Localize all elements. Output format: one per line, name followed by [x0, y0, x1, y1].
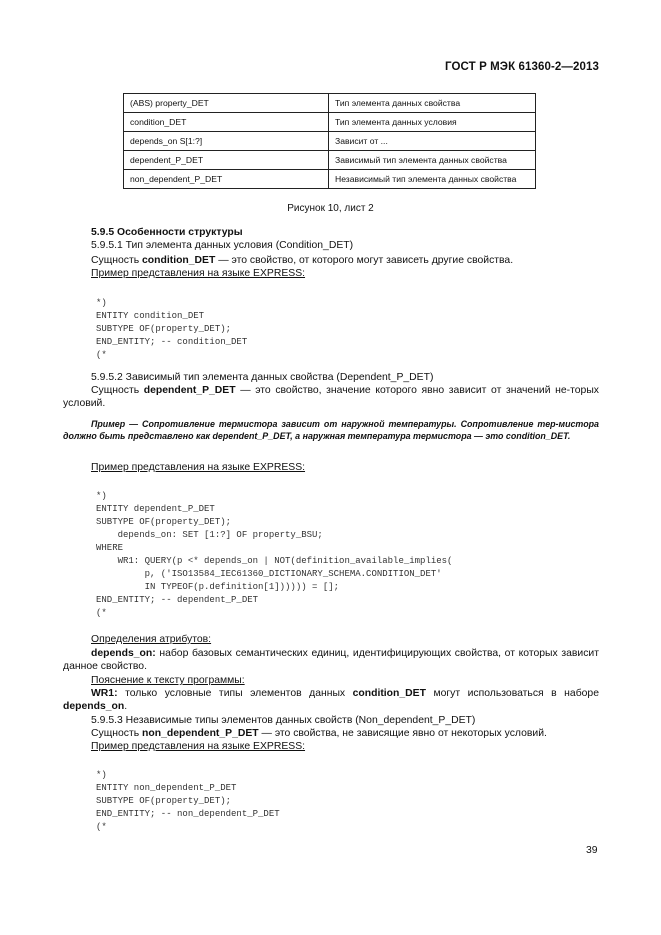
paragraph: [91, 727, 547, 740]
subsection-heading: 5.9.5.2 Зависимый тип элемента данных свойства (Dependent_P_DET): [91, 372, 434, 383]
subsection-heading: 5.9.5.1 Тип элемента данных условия (Condition_DET): [91, 240, 354, 251]
text: — это свойство, от которого могут зависеть другие свойства.: [215, 255, 514, 266]
text: набор базовых семантических единиц, идентифицирующих свойства, от которых зависит данное свойство.: [63, 648, 599, 672]
text: .: [124, 701, 128, 712]
example-label: Пример представления на языке EXPRESS:: [91, 462, 306, 473]
figure-caption: Рисунок 10, лист 2: [287, 203, 374, 214]
table-row: [124, 113, 536, 132]
text: Сущность: [91, 728, 143, 739]
explanation-label: Пояснение к тексту программы:: [91, 675, 245, 686]
text: только условные типы элементов данных: [117, 688, 353, 699]
entity-name: condition_DET: [352, 688, 426, 699]
table-cell: condition_DET: [124, 113, 329, 132]
table-cell: dependent_P_DET: [124, 151, 329, 170]
example-label: Пример представления на языке EXPRESS:: [91, 741, 306, 752]
table-cell: Тип элемента данных свойства: [329, 94, 536, 113]
text: Сущность: [91, 385, 144, 396]
attributes-label: Определения атрибутов:: [91, 634, 212, 645]
table-row: [124, 132, 536, 151]
paragraph: [91, 254, 513, 267]
attribute-name: depends_on:: [91, 648, 156, 659]
rule-name: WR1:: [91, 688, 118, 699]
entity-name: condition_DET: [142, 255, 216, 266]
entity-name: dependent_P_DET: [143, 385, 236, 396]
page-number: 39: [586, 845, 598, 856]
text: — это свойства, не зависящие явно от некоторых условий.: [258, 728, 547, 739]
attribute-name: depends_on: [63, 701, 125, 712]
table-cell: non_dependent_P_DET: [124, 170, 329, 189]
figure-table: [123, 93, 536, 189]
example-note: Пример — Сопротивление термистора зависит от наружной температуры. Сопротивление тер-мистора должно быть представлено как dependent_P_DET, а наружная температура термистора — это condition_DET.: [63, 419, 599, 441]
table-cell: Тип элемента данных условия: [329, 113, 536, 132]
section-heading: 5.9.5 Особенности структуры: [91, 227, 243, 238]
table-cell: Независимый тип элемента данных свойства: [329, 170, 536, 189]
table-cell: (ABS) property_DET: [124, 94, 329, 113]
subsection-heading: 5.9.5.3 Независимые типы элементов данных свойств (Non_dependent_P_DET): [91, 715, 476, 726]
code-block: *) ENTITY dependent_P_DET SUBTYPE OF(property_DET); depends_on: SET [1:?] OF property_BSU; WHERE WR1: QUERY(p <* depends_on | NOT(definition_available_implies( p, ('ISO13584_IEC61360_DICTIONARY_SCHEMA.CONDITION_DET' IN TYPEOF(p.definition[1]))))) = []; END_ENTITY; -- dependent_P_DET (*: [96, 491, 453, 618]
paragraph: [63, 647, 599, 673]
code-block: *) ENTITY condition_DET SUBTYPE OF(property_DET); END_ENTITY; -- condition_DET (*: [96, 298, 248, 360]
standard-code-header: ГОСТ Р МЭК 61360-2—2013: [445, 61, 599, 73]
table-row: [124, 170, 536, 189]
text: могут использоваться в наборе: [425, 688, 599, 699]
table-cell: Зависит от ...: [329, 132, 536, 151]
table-cell: depends_on S[1:?]: [124, 132, 329, 151]
table-cell: Зависимый тип элемента данных свойства: [329, 151, 536, 170]
text: — это свойство, значение которого явно зависит от значений не-торых условий.: [63, 385, 599, 409]
table-row: [124, 94, 536, 113]
table-row: [124, 151, 536, 170]
paragraph: [63, 384, 599, 410]
paragraph: [63, 687, 599, 713]
code-block: *) ENTITY non_dependent_P_DET SUBTYPE OF(property_DET); END_ENTITY; -- non_dependent_P_DET (*: [96, 770, 280, 832]
example-label: Пример представления на языке EXPRESS:: [91, 268, 306, 279]
entity-name: non_dependent_P_DET: [142, 728, 259, 739]
text: Сущность: [91, 255, 143, 266]
